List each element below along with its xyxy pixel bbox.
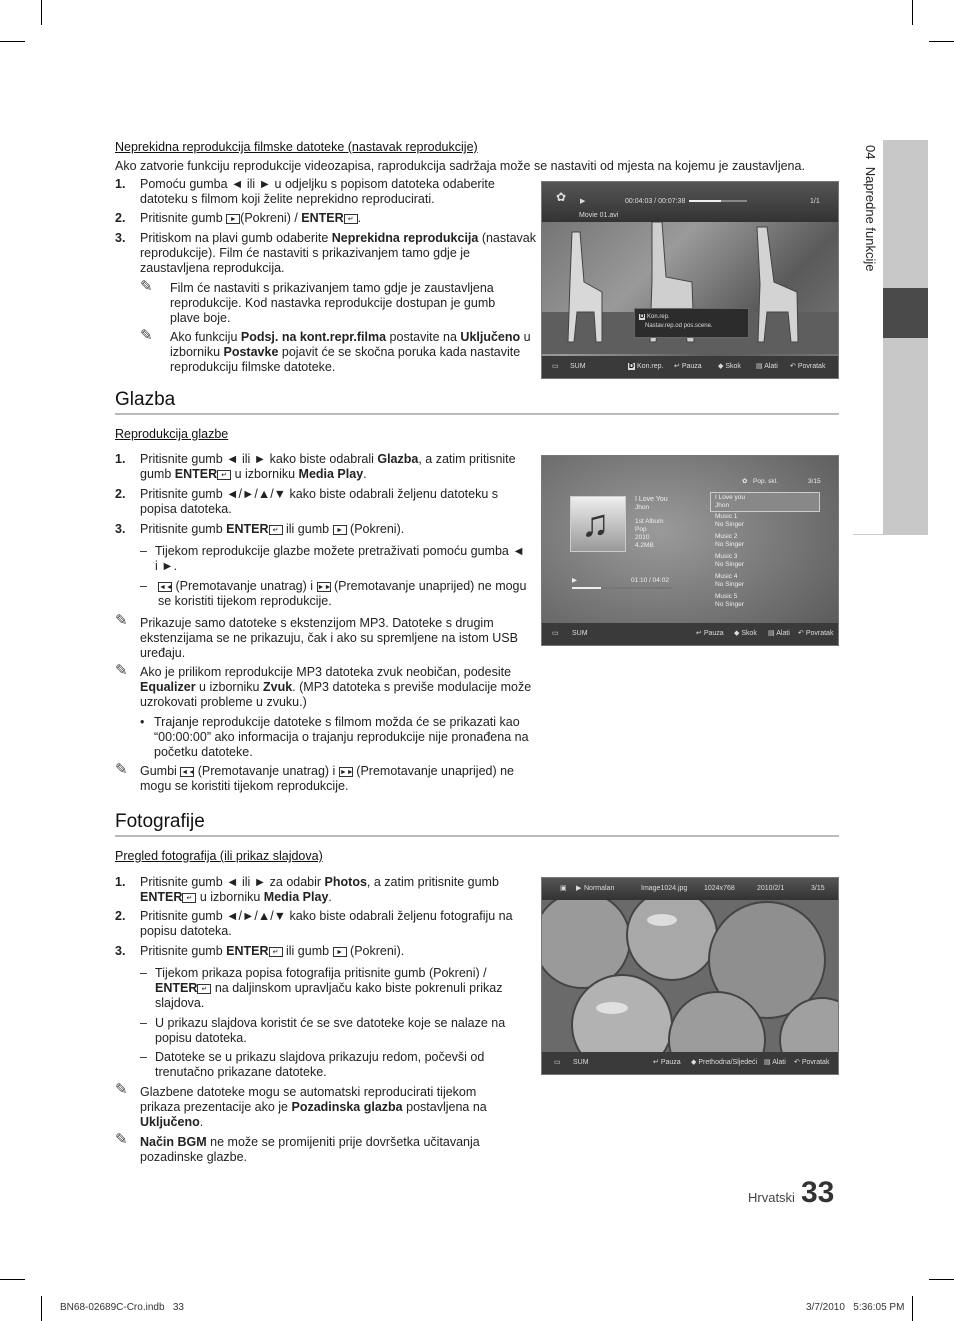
page-number: 33 bbox=[801, 1176, 835, 1209]
movie-step-1: Pomoću gumba ◄ ili ► u odjeljku s popisom datoteka odaberite datoteku s filmom koji želite neprekidno reproducirati. bbox=[140, 177, 495, 206]
music-time: 01:10 / 04:02 bbox=[631, 577, 669, 584]
photo-viewer-screenshot bbox=[541, 877, 839, 1075]
glazba-heading: Glazba bbox=[115, 389, 176, 410]
play-state-icon: ▶ bbox=[572, 577, 577, 584]
d-button-icon: D bbox=[640, 314, 645, 320]
song-title: I Love You bbox=[635, 496, 668, 503]
photo-date: 2010/2/1 bbox=[757, 885, 785, 892]
play-state-icon: ▶ bbox=[580, 198, 586, 205]
bar-pauza: ↵ Pauza bbox=[653, 1059, 681, 1066]
movie-step-2: Pritisnite gumb ► (Pokreni) / ENTER ↵ . bbox=[140, 211, 362, 225]
enter-icon: ↵ bbox=[674, 363, 680, 370]
movie-note-1: Film će nastaviti s prikazivanjem tamo gdje je zaustavljena reprodukcije. Kod nastavka reprodukcije dostupan je gumb plave boje. bbox=[170, 281, 496, 325]
note-icon: ✎ bbox=[115, 612, 128, 629]
bar-alati: ▤ Alati bbox=[756, 363, 778, 370]
bar-alati: ▤ Alati bbox=[764, 1059, 786, 1066]
film-icon: ✿ bbox=[556, 190, 567, 204]
foto-heading: Fotografije bbox=[115, 811, 205, 832]
photo-mode: Normalan bbox=[584, 885, 615, 892]
step-number: 3. bbox=[115, 522, 126, 536]
rewind-icon: ◄◄ bbox=[181, 768, 196, 776]
bar-pauza: ↵ Pauza bbox=[696, 630, 724, 637]
bar-kon-rep: D Kon.rep. bbox=[629, 363, 664, 370]
movie-filename: Movie 01.avi bbox=[579, 212, 619, 219]
left-right-icon: ◆ bbox=[734, 630, 740, 637]
dash: – bbox=[140, 579, 147, 593]
enter-icon: ↵ bbox=[696, 630, 702, 637]
list-item[interactable]: Music 5 No Singer bbox=[715, 593, 744, 608]
enter-icon: ↵ bbox=[197, 984, 211, 994]
d-button-icon: D bbox=[629, 363, 635, 370]
return-icon: ↶ bbox=[790, 363, 796, 370]
bar-pauza: ↵ Pauza bbox=[674, 363, 702, 370]
dash: – bbox=[140, 544, 147, 558]
song-album: 1st Album bbox=[635, 518, 664, 525]
note-icon: ✎ bbox=[115, 1081, 128, 1098]
step-number: 2. bbox=[115, 211, 126, 225]
footer-date: 3/7/2010 5:36:05 PM bbox=[806, 1302, 905, 1313]
foto-dash-1: Tijekom prikaza popisa fotografija pritisnite gumb (Pokreni) / ENTER ↵ na daljinskom upravljaču kako biste pokrenuli prikaz slajdova. bbox=[155, 966, 503, 1010]
glazba-note-3: Gumbi ◄◄ (Premotavanje unatrag) i ►► (Premotavanje unaprijed) ne mogu se koristiti tijekom reprodukcije. bbox=[140, 764, 515, 793]
movie-progress-bar bbox=[689, 200, 747, 202]
tools-icon: ▤ bbox=[756, 363, 763, 370]
chapter-name: Napredne funkcije bbox=[863, 166, 878, 272]
bar-povratak: ↶ Povratak bbox=[794, 1059, 830, 1066]
music-note-icon: ♫ bbox=[581, 503, 610, 545]
bar-skok: ◆ Skok bbox=[734, 630, 757, 637]
popup-title: Kon.rep. bbox=[647, 314, 670, 320]
play-button-icon: ► bbox=[226, 214, 240, 224]
list-item[interactable]: Music 3 No Singer bbox=[715, 553, 744, 568]
dash: – bbox=[140, 1050, 147, 1064]
glazba-dash-2: ◄◄ (Premotavanje unatrag) i ►► (Premotavanje unaprijed) ne mogu se koristiti tijekom reprodukcije. bbox=[158, 579, 527, 608]
glazba-step-3: Pritisnite gumb ENTER ↵ ili gumb ► (Pokreni). bbox=[140, 522, 405, 536]
popup-text: Nastav.rep.od pos.scene. bbox=[645, 323, 713, 329]
movie-bottom-bar bbox=[542, 356, 838, 378]
dash: – bbox=[140, 966, 147, 980]
tools-icon: ▤ bbox=[764, 1059, 771, 1066]
fast-forward-icon: ►► bbox=[317, 583, 332, 591]
enter-icon: ↵ bbox=[269, 947, 283, 957]
movie-step-3: Pritiskom na plavi gumb odaberite Neprekidna reprodukcija (nastavak reprodukcije). Film će nastaviti s prikazivanjem tamo gdje je zaustavljena reprodukcija. bbox=[140, 231, 537, 275]
chapter-title bbox=[863, 145, 878, 272]
glazba-step-1: Pritisnite gumb ◄ ili ► kako biste odabrali Glazba, a zatim pritisnite gumb ENTER ↵ u izborniku Media Play. bbox=[140, 452, 516, 481]
bar-povratak: ↶ Povratak bbox=[790, 363, 826, 370]
step-number: 1. bbox=[115, 177, 126, 191]
play-button-icon: ► bbox=[333, 525, 347, 535]
music-progress-bar bbox=[572, 587, 672, 589]
foto-note-1: Glazbene datoteke mogu se automatski reproducirati tijekom prikaza prezentacije ako je Pozadinska glazba postavljena na Uključeno. bbox=[140, 1085, 487, 1129]
enter-icon: ↵ bbox=[344, 214, 358, 224]
foto-step-3: Pritisnite gumb ENTER ↵ ili gumb ► (Pokreni). bbox=[140, 944, 405, 958]
enter-icon: ↵ bbox=[269, 525, 283, 535]
note-icon: ✎ bbox=[115, 1131, 128, 1148]
bar-povratak: ↶ Povratak bbox=[798, 630, 834, 637]
foto-dash-2: U prikazu slajdova koristit će se sve datoteke koje se nalaze na popisu datoteka. bbox=[155, 1016, 506, 1045]
dash: – bbox=[140, 1016, 147, 1030]
photo-page: 3/15 bbox=[811, 885, 825, 892]
movie-section-title: Neprekidna reprodukcija filmske datoteke (nastavak reprodukcije) bbox=[115, 140, 478, 154]
resume-popup bbox=[634, 308, 749, 338]
bullet: • bbox=[140, 715, 145, 729]
music-player-screenshot bbox=[541, 455, 839, 646]
bar-prethodna: ◆ Prethodna/Sljedeći bbox=[691, 1059, 758, 1066]
foto-note-2: Način BGM ne može se promijeniti prije dovršetka učitavanja pozadinske glazbe. bbox=[140, 1135, 480, 1164]
movie-player-screenshot bbox=[541, 181, 839, 379]
foto-subtitle: Pregled fotografija (ili prikaz slajdova) bbox=[115, 849, 323, 863]
chapter-number: 04 bbox=[863, 145, 878, 160]
photo-bottom-bar bbox=[542, 1052, 838, 1074]
play-button-icon: ► bbox=[333, 947, 347, 957]
photo-mode-icon: ▣ bbox=[560, 885, 567, 892]
glazba-step-2: Pritisnite gumb ◄/►/▲/▼ kako biste odabrali željenu datoteku s popisa datoteka. bbox=[140, 487, 498, 516]
glazba-bullet: Trajanje reprodukcije datoteke s filmom možda će se prikazati kao “00:00:00” ako informacija o trajanju reprodukcije nije pronađena na početku datoteke. bbox=[154, 715, 529, 759]
side-tab bbox=[853, 140, 928, 535]
music-mode: Pop. skl. bbox=[753, 478, 778, 485]
list-item[interactable]: Music 4 No Singer bbox=[715, 573, 744, 588]
song-size: 4.2MB bbox=[635, 542, 654, 549]
song-year: 2010 bbox=[635, 534, 650, 541]
footer-language: Hrvatski bbox=[748, 1190, 795, 1205]
footer-file: BN68-02689C-Cro.indb 33 bbox=[60, 1302, 184, 1313]
step-number: 2. bbox=[115, 487, 126, 501]
song-artist: Jhon bbox=[635, 504, 650, 511]
photo-file: Image1024.jpg bbox=[641, 885, 688, 892]
glazba-note-2: Ako je prilikom reprodukcije MP3 datoteka zvuk neobičan, podesite Equalizer u izborniku Zvuk. (MP3 datoteka s previše modulacije može uzrokovati probleme u zvuku.) bbox=[140, 665, 532, 709]
note-icon: ✎ bbox=[140, 327, 153, 344]
glazba-note-1: Prikazuje samo datoteke s ekstenzijom MP3. Datoteke s drugim ekstenzijama se ne prikazuju, čak i ako su spremljene na istom USB uređaju. bbox=[140, 616, 518, 660]
music-mode-icon: ✿ bbox=[742, 478, 748, 485]
return-icon: ↶ bbox=[794, 1059, 800, 1066]
enter-icon: ↵ bbox=[217, 470, 231, 480]
glazba-dash-1: Tijekom reprodukcije glazbe možete pretraživati pomoću gumba ◄ i ►. bbox=[155, 544, 525, 573]
note-icon: ✎ bbox=[115, 662, 128, 679]
section-divider bbox=[115, 413, 839, 415]
movie-page: 1/1 bbox=[810, 198, 820, 205]
device-icon: ▭ bbox=[552, 363, 559, 370]
left-right-icon: ◆ bbox=[691, 1059, 697, 1066]
apples-image bbox=[542, 900, 839, 1054]
movie-note-2: Ako funkciju Podsj. na kont.repr.filma postavite na Uključeno u izborniku Postavke pojavit će se skočna poruka kada nastavite reprodukciju filmske datoteke. bbox=[170, 330, 531, 374]
section-divider bbox=[115, 835, 839, 837]
movie-time: 00:04:03 / 00:07:38 bbox=[625, 198, 686, 205]
enter-icon: ↵ bbox=[182, 893, 196, 903]
device-label: SUM bbox=[573, 1059, 589, 1066]
enter-icon: ↵ bbox=[653, 1059, 659, 1066]
foto-step-2: Pritisnite gumb ◄/►/▲/▼ kako biste odabrali željenu fotografiju na popisu datoteka. bbox=[140, 909, 513, 938]
photo-top-bar bbox=[542, 878, 838, 900]
device-label: SUM bbox=[570, 363, 586, 370]
list-item[interactable]: I Love you Jhon bbox=[710, 492, 820, 512]
device-icon: ▭ bbox=[554, 1059, 561, 1066]
photo-resolution: 1024x768 bbox=[704, 885, 735, 892]
step-number: 3. bbox=[115, 231, 126, 245]
song-info bbox=[635, 496, 668, 550]
foto-step-1: Pritisnite gumb ◄ ili ► za odabir Photos, a zatim pritisnite gumb ENTER ↵ u izborniku Media Play. bbox=[140, 875, 499, 904]
note-icon: ✎ bbox=[140, 278, 153, 295]
list-item[interactable]: Music 1 No Singer bbox=[715, 513, 744, 528]
device-icon: ▭ bbox=[552, 630, 559, 637]
return-icon: ↶ bbox=[798, 630, 804, 637]
album-art bbox=[570, 496, 626, 552]
step-number: 2. bbox=[115, 909, 126, 923]
play-state-icon: ▶ bbox=[576, 885, 582, 892]
song-list bbox=[710, 492, 820, 612]
step-number: 1. bbox=[115, 875, 126, 889]
bar-alati: ▤ Alati bbox=[768, 630, 790, 637]
bar-skok: ◆ Skok bbox=[718, 363, 741, 370]
music-bottom-bar bbox=[542, 623, 838, 645]
glazba-subtitle: Reprodukcija glazbe bbox=[115, 427, 229, 441]
tools-icon: ▤ bbox=[768, 630, 775, 637]
foto-dash-3: Datoteke se u prikazu slajdova prikazuju redom, počevši od trenutačno prikazane datoteke. bbox=[155, 1050, 485, 1079]
step-number: 3. bbox=[115, 944, 126, 958]
song-genre: Pop bbox=[635, 526, 647, 533]
fast-forward-icon: ►► bbox=[339, 768, 354, 776]
note-icon: ✎ bbox=[115, 761, 128, 778]
rewind-icon: ◄◄ bbox=[159, 583, 173, 591]
step-number: 1. bbox=[115, 452, 126, 466]
list-item[interactable]: Music 2 No Singer bbox=[715, 533, 744, 548]
movie-top-bar bbox=[542, 182, 838, 222]
left-right-icon: ◆ bbox=[718, 363, 724, 370]
movie-intro: Ako zatvorie funkciju reprodukcije videozapisa, raprodukcija sadržaja može se nastaviti od mjesta na kojemu je zaustavljena. bbox=[115, 159, 805, 173]
music-page: 3/15 bbox=[808, 478, 821, 485]
device-label: SUM bbox=[572, 630, 588, 637]
